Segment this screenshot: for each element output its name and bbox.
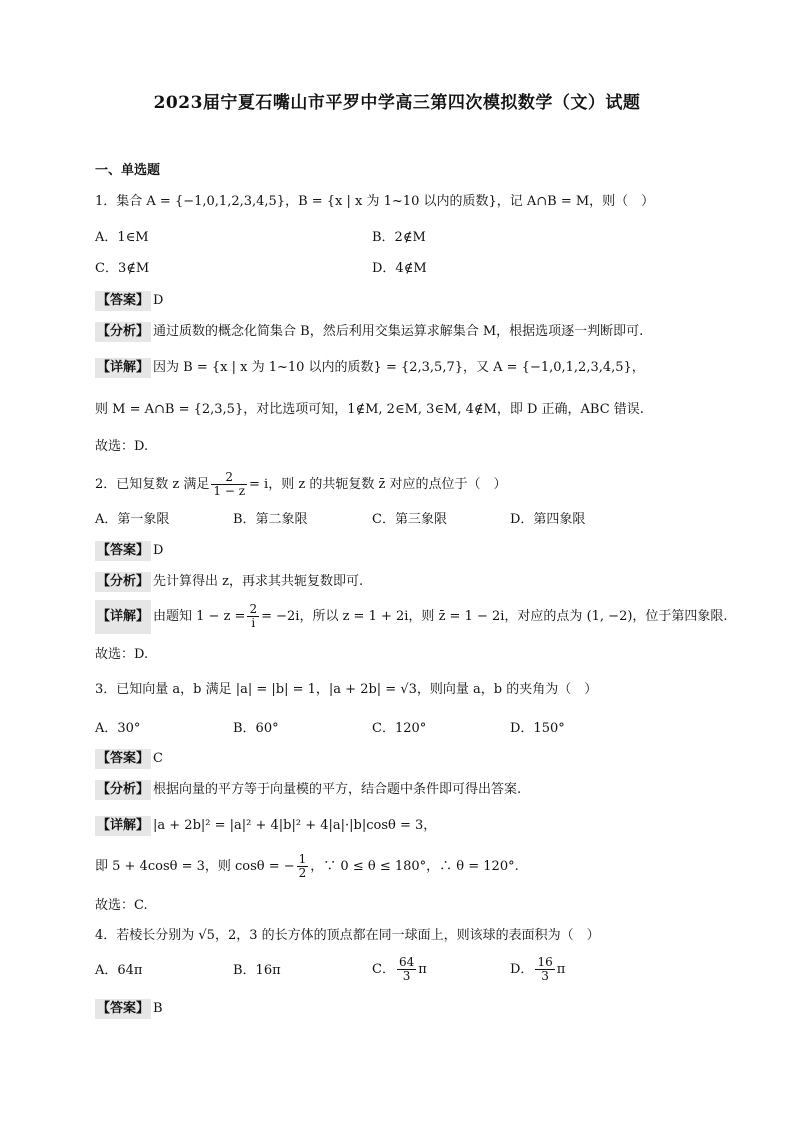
answer-value: D <box>153 293 164 308</box>
q4-stem: 4．若棱长分别为 √5，2，3 的长方体的顶点都在同一球面上，则该球的表面积为（ ） <box>95 928 600 943</box>
q1-analysis <box>95 322 643 342</box>
q2-conclusion: 故选：D. <box>95 647 149 662</box>
q1-conclusion: 故选：D. <box>95 439 149 454</box>
q3-detail <box>95 816 436 836</box>
q2-option-b: B．第二象限 <box>233 512 308 527</box>
q4-option-c-denominator: 3 <box>402 969 411 983</box>
answer-tag: 【答案】 <box>95 999 151 1019</box>
q4-option-b: B．16π <box>233 963 281 978</box>
q4-option-d <box>510 953 565 987</box>
detail-tag: 【详解】 <box>95 816 151 836</box>
detail-tag: 【详解】 <box>95 358 151 378</box>
q4-option-a: A．64π <box>95 963 143 978</box>
q2-option-d: D．第四象限 <box>510 512 586 527</box>
q4-option-c <box>372 953 427 987</box>
section-heading: 一、单选题 <box>95 163 161 178</box>
q4-option-d-pi: π <box>556 962 566 977</box>
analysis-tag: 【分析】 <box>95 322 151 342</box>
q2-analysis <box>95 572 363 592</box>
q4-option-d-numerator: 16 <box>537 955 553 969</box>
q3-analysis <box>95 780 521 800</box>
answer-tag: 【答案】 <box>95 291 151 311</box>
q3-answer <box>95 749 163 769</box>
q2-fraction-denominator: 1 − z <box>213 484 246 498</box>
analysis-text: 根据向量的平方等于向量模的平方，结合题中条件即可得出答案. <box>153 782 522 797</box>
detail-text-end: = −2i，所以 z = 1 + 2i，则 z̄ = 1 − 2i，对应的点为 (1, −2)，位于第四象限. <box>261 609 728 624</box>
q4-option-c-fraction <box>397 956 416 983</box>
detail-text: 因为 B = {x | x 为 1~10 以内的质数} = {2,3,5,7}，又 A = {−1,0,1,2,3,4,5}， <box>153 360 645 375</box>
q2-detail <box>95 600 728 634</box>
q1-option-b: B．2∉M <box>372 230 426 245</box>
q3-detail-line2 <box>95 850 519 884</box>
detail-text-start: 即 5 + 4cosθ = 3，则 cosθ = − <box>95 859 295 874</box>
analysis-tag: 【分析】 <box>95 572 151 592</box>
q3-option-a: A．30° <box>95 721 141 736</box>
q2-detail-fraction-numerator: 2 <box>249 602 258 616</box>
q3-conclusion: 故选：C. <box>95 898 148 913</box>
detail-tag: 【详解】 <box>95 600 151 634</box>
q1-stem: 1．集合 A = {−1,0,1,2,3,4,5}，B = {x | x 为 1~10 以内的质数}，记 A∩B = M，则（ ） <box>95 194 655 209</box>
q4-answer <box>95 999 163 1019</box>
q1-detail-line2: 则 M = A∩B = {2,3,5}，对比选项可知，1∉M, 2∈M, 3∈M, 4∉M，即 D 正确，ABC 错误. <box>95 402 644 417</box>
q4-option-d-label: D． <box>510 962 534 977</box>
q3-option-b: B．60° <box>233 721 279 736</box>
answer-value: C <box>153 751 163 766</box>
q4-option-d-fraction <box>535 956 554 983</box>
q1-answer <box>95 291 163 311</box>
q2-detail-fraction-denominator: i <box>251 616 256 630</box>
q2-stem-end: = i，则 z 的共轭复数 z̄ 对应的点位于（ ） <box>249 477 507 492</box>
q3-option-d: D．150° <box>510 721 565 736</box>
analysis-tag: 【分析】 <box>95 780 151 800</box>
answer-tag: 【答案】 <box>95 541 151 561</box>
q4-option-c-numerator: 64 <box>398 955 415 969</box>
q4-option-c-pi: π <box>418 962 427 977</box>
q3-stem: 3．已知向量 a，b 满足 |a| = |b| = 1，|a + 2b| = √3，则向量 a，b 的夹角为（ ） <box>95 682 598 697</box>
page-title: 2023届宁夏石嘴山市平罗中学高三第四次模拟数学（文）试题 <box>153 93 641 113</box>
q1-option-c: C．3∉M <box>95 261 150 276</box>
q4-option-c-label: C． <box>372 962 395 977</box>
q2-option-c: C．第三象限 <box>372 512 447 527</box>
q2-stem <box>95 468 506 502</box>
detail-text-start: 由题知 1 − z = <box>153 609 246 624</box>
answer-value: B <box>153 1001 163 1016</box>
detail-text-end: ，∵ 0 ≤ θ ≤ 180°，∴ θ = 120°. <box>310 859 519 874</box>
q2-stem-start: 2．已知复数 z 满足 <box>95 477 210 492</box>
q2-fraction-numerator: 2 <box>211 471 247 485</box>
answer-tag: 【答案】 <box>95 749 151 769</box>
q2-fraction <box>211 471 247 498</box>
q2-answer <box>95 541 163 561</box>
q3-option-c: C．120° <box>372 721 427 736</box>
q3-detail-fraction-denominator: 2 <box>298 866 307 880</box>
analysis-text: 通过质数的概念化简集合 B，然后利用交集运算求解集合 M，根据选项逐一判断即可. <box>153 324 644 339</box>
q2-option-a: A．第一象限 <box>95 512 170 527</box>
q4-option-d-denominator: 3 <box>541 969 549 983</box>
q1-detail <box>95 358 645 378</box>
q3-detail-fraction-numerator: 1 <box>298 852 307 866</box>
q1-option-a: A．1∈M <box>95 230 149 245</box>
detail-text: |a + 2b|² = |a|² + 4|b|² + 4|a|·|b|cosθ = 3， <box>153 818 437 833</box>
analysis-text: 先计算得出 z，再求其共轭复数即可. <box>153 574 364 589</box>
answer-value: D <box>153 543 164 558</box>
q2-detail-fraction <box>247 603 259 630</box>
q3-detail-fraction <box>297 853 309 880</box>
q1-option-d: D．4∉M <box>372 261 427 276</box>
